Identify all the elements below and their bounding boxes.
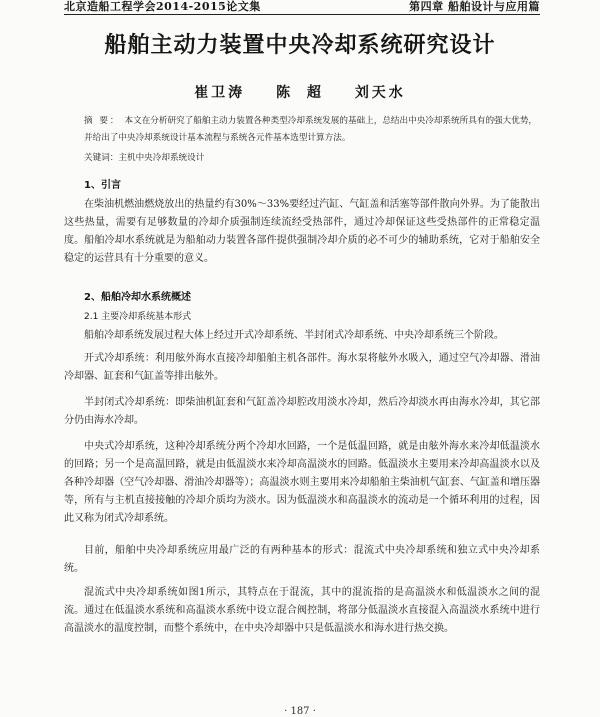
abstract: [84, 113, 539, 147]
paper-title: 船舶主动力装置中央冷却系统研究设计: [104, 33, 496, 58]
author-1: 崔卫涛: [194, 85, 246, 101]
keywords: [84, 150, 539, 167]
paragraph-central-system: 中央式冷却系统，这种冷却系统分两个冷却水回路，一个是低温回路，就是由舷外海水来冷却低温淡水的回路；另一个是高温回路，就是由低温淡水来冷却高温淡水的回路。低温淡水主要用来冷却高温淡水以及各种冷却器（空气冷却器、滑油冷却器等）；高温淡水则主要用来冷却船舶主柴油机气缸套、气缸盖和增压器等，所有与主机直接接触的冷却介质均为淡水。因为低温淡水和高温淡水的流动是一个循环利用的过程，因此又称为闭式冷却系统。: [64, 441, 540, 524]
paragraph-semi-closed-system: 半封闭式冷却系统：即柴油机缸套和气缸盖冷却腔改用淡水冷却，然后冷却淡水再由海水冷却，其它部分仍由海水冷却。: [64, 397, 540, 426]
header-proceedings-title: 北京造船工程学会2014-2015论文集: [64, 0, 261, 13]
author-3: 刘天水: [354, 85, 406, 101]
author-2: 陈 超: [276, 85, 324, 101]
subsection-heading-forms: 2.1 主要冷却系统基本形式: [84, 312, 192, 322]
keywords-label: 关键词：: [84, 153, 119, 163]
abstract-label: 摘 要：: [84, 116, 121, 126]
section-heading-intro: 1、引言: [84, 180, 121, 191]
author-list: [0, 82, 600, 102]
section-heading-overview: 2、船舶冷却水系统概述: [84, 292, 191, 303]
keywords-text: 主机中央冷却系统设计: [118, 153, 205, 163]
paragraph-intro: 在柴油机燃油燃烧放出的热量约有30%～33%要经过汽缸、气缸盖和活塞等部件散向外界。为了能散出这些热量，需要有足够数量的冷却介质强制连续流经受热部件，通过冷却保证这些受热部件的正常稳定温度。船舶冷却水系统就是为船舶动力装置各部件提供强制冷却介质的必不可少的辅助系统，它对于船舶安全稳定的运营具有十分重要的意义。: [64, 199, 540, 264]
abstract-text: 本文在分析研究了船舶主动力装置各种类型冷却系统发展的基础上，总结出中央冷却系统所具有的强大优势，并给出了中央冷却系统设计基本流程与系统各元件基本选型计算方法。: [84, 116, 538, 143]
header-chapter-title: 第四章 船舶设计与应用篇: [409, 0, 540, 13]
paragraph-mixed-flow: 混流式中央冷却系统如图1所示，其特点在于混流，其中的混流指的是高温淡水和低温淡水之间的混流。通过在低温淡水系统和高温淡水系统中设立混合阀控制，将部分低温淡水直接混入高温淡水系统中进行高温淡水的温度控制，而整个系统中，在中央冷却器中只是低温淡水和海水进行热交换。: [64, 587, 540, 634]
paragraph-open-system: 开式冷却系统：利用舷外海水直接冷却船舶主机各部件。海水泵将舷外水吸入，通过空气冷却器、滑油冷却器、缸套和气缸盖等排出舷外。: [64, 353, 540, 382]
paragraph-evolution: 船舶冷却系统发展过程大体上经过开式冷却系统、半封闭式冷却系统、中央冷却系统三个阶段。: [84, 330, 504, 341]
paragraph-two-forms: 目前，船舶中央冷却系统应用最广泛的有两种基本的形式：混流式中央冷却系统和独立式中央冷却系统。: [64, 545, 540, 574]
page-number: · 187 ·: [284, 706, 316, 717]
running-header: [64, 0, 540, 15]
